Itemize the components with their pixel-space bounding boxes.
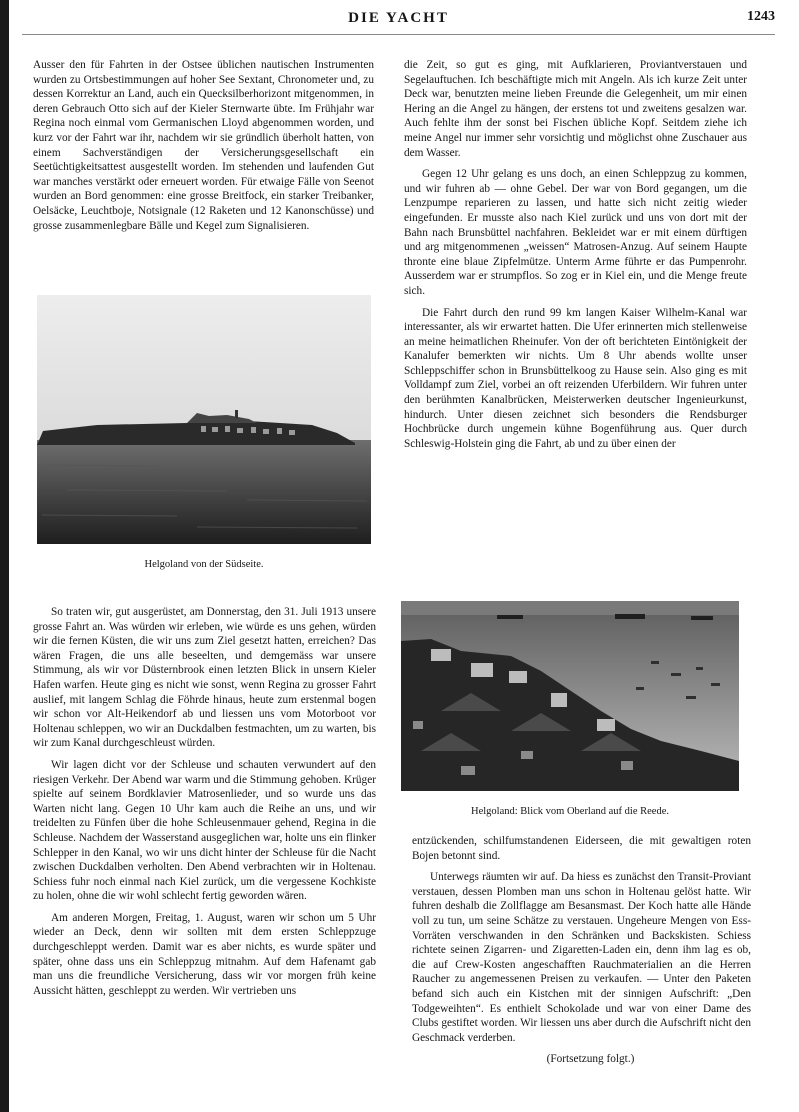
- page-number: 1243: [747, 9, 775, 24]
- left-column-bottom: [33, 605, 376, 1005]
- paragraph: Unterwegs räumten wir auf. Da hiess es zunächst den Transit-Proviant verstauen, dessen Plomben man uns schon in Holtenau gelöst hatte. Wir fuhren deshalb die Zollflagge am Besansmast. Der Koch hatte alle Hände voll zu tun, um seine Schätze zu verstauen. Ungeheure Mengen von Ess-Vorräten verschwanden in den Schränken und Backskisten. Schiess richtete seinen Zigarren- und Zigaretten-Laden ein, denn ihm lag es ob, die auf Crew-Kosten angeschafften Rauchmaterialien an die Herren Raucher zu angemessenen Preisen zu verkaufen. — Unter den Paketen befand sich auch ein Kistchen mit der sinnigen Aufschrift: „Den Todgeweihten“. Es enthielt Schokolade und war von einer Dame des Clubs gestiftet worden. Wir liessen uns aber durch die Aufschrift nicht den Geschmack verderben.: [412, 871, 751, 1044]
- right-column-top: [404, 58, 747, 458]
- magazine-title: DIE YACHT: [348, 10, 449, 26]
- caption-helgoland-harbor: Helgoland: Blick vom Oberland auf die Reede.: [471, 806, 669, 817]
- paragraph: Ausser den für Fahrten in der Ostsee üblichen nautischen Instrumenten wurden zu Ortsbestimmungen auf hoher See Sextant, Chronometer und, zu dessen Korrektur an Land, auch ein Quecksilberhorizont mitgenommen, in deren Gebrauch Otto sich auf der Kieler Sternwarte übte. Im Frühjahr war Regina noch einmal vom Germanischen Lloyd abgenommen worden, und kurz vor der Fahrt war ihr, nachdem wir sie gründlich überholt hatten, von einem Sachverständigen der Versicherungsgesellschaft ein Seetüchtigkeitsattest ausgestellt worden. Im stehenden und laufenden Gut war manches verstärkt oder erneuert worden. Für etwaige Fälle von Seenot wurden an Bord genommen: eine grosse Breitfock, ein starker Treibanker, Oelsäcke, Leuchtboje, Notsignale (12 Raketen und 12 Kanonschüsse) und grosse zusammenlegbare Bälle und Kegel zum Signalisieren.: [33, 59, 374, 232]
- page-header: [22, 10, 775, 35]
- paragraph: Am anderen Morgen, Freitag, 1. August, waren wir schon um 5 Uhr wieder an Deck, denn wir sollten mit dem ersten Schleppzuge durchgeschleppt werden. Damit war es aber nichts, es wurde später und später, ohne dass uns ein Schleppzug mitnahm. Auf dem Hafenamt gab man uns die freundliche Versicherung, dass wir vor morgen früh keine Aussicht hätten, geschleppt zu werden. Wir vertrieben uns: [33, 911, 376, 997]
- photo-helgoland-south: [37, 295, 371, 544]
- photo-helgoland-harbor: [401, 601, 739, 791]
- paragraph: die Zeit, so gut es ging, mit Aufklarieren, Proviantverstauen und Segelauftuchen. Ich beschäftigte mich mit Angeln. Als ich kurze Zeit unter Deck war, benutzten meine lieben Freunde die Gelegenheit, um mir einen Hering an die Angel zu hängen, der erstens tot und zweitens gesalzen war. Auch fehlte ihm der sonst bei Fischen übliche Kopf. Seitdem ziehe ich meine Angel nur immer sehr vorsichtig und möglichst ohne Zuschauer aus dem Wasser.: [404, 59, 747, 159]
- paragraph: Gegen 12 Uhr gelang es uns doch, an einen Schleppzug zu kommen, und wir fuhren ab — ohne Gebel. Der war von Bord gegangen, um die Lenzpumpe reparieren zu lassen, und hatte sich nicht zeitig wieder eingefunden. Er musste also nach Kiel zurück und uns von dort mit der Bahn nach Brunsbüttel nachfahren. Bekleidet war er mit einem dürftigen und arg mitgenommenen „weissen“ Matrosen-Anzug. Auf seinem Haupte thronte eine blaue Zipfelmütze. Unterm Arme führte er das Pumpenrohr. Ausserdem war er strumpflos. So zog er in Kiel ein, und die Menge freute sich.: [404, 168, 747, 297]
- continuation-note: (Fortsetzung folgt.): [546, 1053, 635, 1066]
- paragraph: Wir lagen dicht vor der Schleuse und schauten verwundert auf den riesigen Verkehr. Der Abend war warm und die Stimmung gehoben. Krüger spielte auf seinem Bordklavier Matrosenlieder, und so wurde uns das Warten nicht lang. Gegen 10 Uhr kam auch die Reihe an uns, und wir treidelten zu Fünfen über die hohe Schleusenmauer gehend, Regina in die Schleuse. Nachdem der Wasserstand ausgeglichen war, holte uns ein flinker Schlepper in den Kanal, wo wir uns dicht hinter der Schleuse für die Nacht zwischen Duckdalben verholten. Den Abend verbrachten wir in Holtenau. Schiess fuhr noch einmal nach Kiel zurück, um die vergessene Kochkiste zu holen, ohne die wir wohl schlecht fertig geworden wären.: [33, 758, 376, 903]
- paragraph: Die Fahrt durch den rund 99 km langen Kaiser Wilhelm-Kanal war interessanter, als wir erwartet hatten. Die Ufer erinnerten mich stellenweise an meine heimatlichen Rheinufer. Von der oft berichteten Eintönigkeit der Kanalufer bemerkten wir nichts. Um 8 Uhr abends wollte unser Schleppschiffer schon in Brunsbüttelkoog zu Hause sein. Also ging es mit Volldampf zum Ziel, vorbei an oft reizenden Uferbildern. Wir fuhren unter den berühmten Kanalbrücken, Meisterwerken deutscher Ingenieurkunst, hindurch. Unter diesen zeichnet sich besonders die Rendsburger Hochbrücke durch ungemein kühne Bogenführung aus. Quer durch Schleswig-Holstein ging die Fahrt, ab und zu über einen der: [404, 306, 747, 450]
- caption-helgoland-south: Helgoland von der Südseite.: [144, 559, 264, 570]
- right-column-bottom: [412, 834, 751, 1074]
- paragraph: entzückenden, schilfumstandenen Eiderseen, die mit gewaltigen roten Bojen betonnt sind.: [412, 835, 751, 862]
- page-edge-shadow: [0, 0, 9, 1112]
- left-column-top: [33, 58, 374, 240]
- paragraph: So traten wir, gut ausgerüstet, am Donnerstag, den 31. Juli 1913 unsere grosse Fahrt an. Was würden wir erleben, wie würde es uns gehen, würden wir die fernen Küsten, die wir uns zum Ziel gesetzt hatten, erreichen? Das wären Fragen, die uns alle beseelten, und demgemäss war unsere Stimmung, als wir vor Düsternbrook einen letzten Blick in unsern Kieler Hafen warfen. Heute ging es nicht wie sonst, wenn Regina zu grosser Fahrt auslief, mit langem Schlag die Föhrde hinaus, heute zum erstenmal bogen wir schon vor Alt-Heikendorf ab und liessen uns vom Motorboot vor Holtenau schleppen, wo wir an Duckdalben festmachten, um zu warten, bis wir zum Kanal durchgeschleust würden.: [33, 606, 376, 750]
